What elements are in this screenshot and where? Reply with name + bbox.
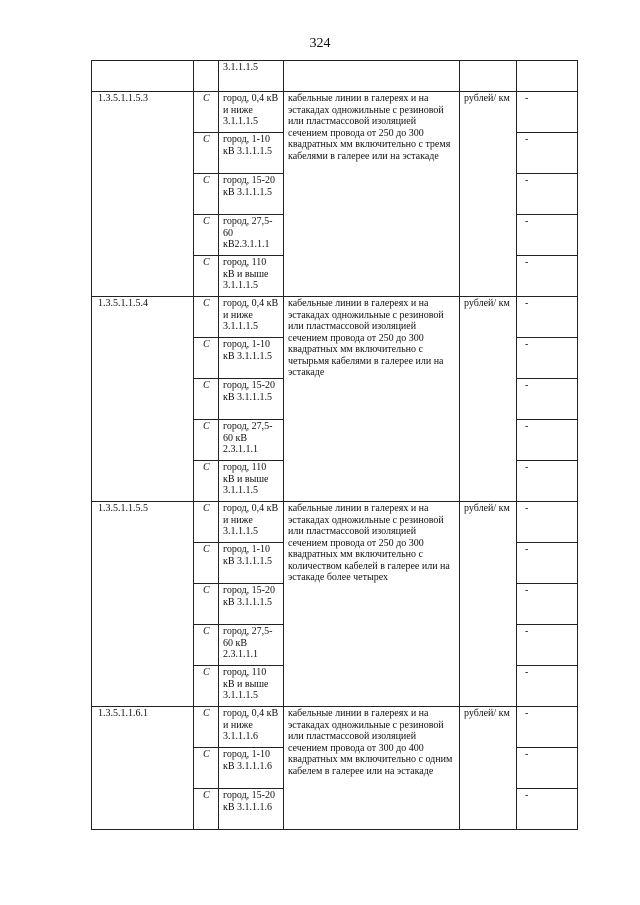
- flag-cell: С: [194, 92, 219, 133]
- region-cell: город, 110 кВ и выше 3.1.1.1.5: [219, 666, 284, 707]
- region-cell: город, 27,5-60 кВ 2.3.1.1.1: [219, 420, 284, 461]
- value-cell: -: [517, 338, 578, 379]
- region-cell: город, 15-20 кВ 3.1.1.1.5: [219, 584, 284, 625]
- code-cell: 1.3.5.1.1.5.5: [92, 502, 194, 707]
- value-cell: -: [517, 789, 578, 830]
- value-cell: -: [517, 174, 578, 215]
- value-cell: -: [517, 543, 578, 584]
- value-cell: -: [517, 748, 578, 789]
- flag-cell: С: [194, 133, 219, 174]
- region-cell: город, 15-20 кВ 3.1.1.1.5: [219, 379, 284, 420]
- value-cell: -: [517, 133, 578, 174]
- tariff-table: [91, 60, 578, 830]
- region-cell: город, 0,4 кВ и ниже 3.1.1.1.5: [219, 297, 284, 338]
- value-cell: -: [517, 707, 578, 748]
- flag-cell: С: [194, 215, 219, 256]
- region-cell: город, 1-10 кВ 3.1.1.1.5: [219, 338, 284, 379]
- value-cell: -: [517, 297, 578, 338]
- flag-cell: С: [194, 420, 219, 461]
- code-cell: 1.3.5.1.1.5.3: [92, 92, 194, 297]
- flag-cell: С: [194, 174, 219, 215]
- value-cell: -: [517, 215, 578, 256]
- code-cell: 1.3.5.1.1.6.1: [92, 707, 194, 830]
- flag-cell: С: [194, 379, 219, 420]
- region-cell: город, 15-20 кВ 3.1.1.1.5: [219, 174, 284, 215]
- value-cell: -: [517, 584, 578, 625]
- description-cell: [284, 61, 460, 92]
- unit-cell: рублей/ км: [460, 92, 517, 297]
- value-cell: -: [517, 666, 578, 707]
- table-row: [92, 707, 578, 748]
- table-row: [92, 297, 578, 338]
- region-cell: 3.1.1.1.5: [219, 61, 284, 92]
- flag-cell: С: [194, 543, 219, 584]
- region-cell: город, 110 кВ и выше 3.1.1.1.5: [219, 461, 284, 502]
- value-cell: -: [517, 92, 578, 133]
- region-cell: город, 0,4 кВ и ниже 3.1.1.1.5: [219, 502, 284, 543]
- code-cell: [92, 61, 194, 92]
- flag-cell: С: [194, 502, 219, 543]
- region-cell: город, 27,5-60 кВ2.3.1.1.1: [219, 215, 284, 256]
- unit-cell: [460, 61, 517, 92]
- code-cell: 1.3.5.1.1.5.4: [92, 297, 194, 502]
- region-cell: город, 15-20 кВ 3.1.1.1.6: [219, 789, 284, 830]
- flag-cell: С: [194, 256, 219, 297]
- value-cell: -: [517, 379, 578, 420]
- region-cell: город, 0,4 кВ и ниже 3.1.1.1.6: [219, 707, 284, 748]
- flag-cell: С: [194, 625, 219, 666]
- description-cell: кабельные линии в галереях и на эстакадах одножильные с резиновой или пластмассовой изоляцией сечением провода от 250 до 300 квадратных мм включительно с четырьмя кабелями в галерее или на эстакаде: [284, 297, 460, 502]
- flag-cell: С: [194, 584, 219, 625]
- region-cell: город, 1-10 кВ 3.1.1.1.5: [219, 543, 284, 584]
- table-row: [92, 502, 578, 543]
- flag-cell: С: [194, 461, 219, 502]
- flag-cell: С: [194, 748, 219, 789]
- region-cell: город, 110 кВ и выше 3.1.1.1.5: [219, 256, 284, 297]
- description-cell: кабельные линии в галереях и на эстакадах одножильные с резиновой или пластмассовой изоляцией сечением провода от 250 до 300 квадратных мм включительно с количеством кабелей в галерее или на эстакаде более четырех: [284, 502, 460, 707]
- table-row: [92, 61, 578, 92]
- flag-cell: С: [194, 297, 219, 338]
- table-row: [92, 92, 578, 133]
- flag-cell: С: [194, 666, 219, 707]
- region-cell: город, 1-10 кВ 3.1.1.1.6: [219, 748, 284, 789]
- flag-cell: [194, 61, 219, 92]
- value-cell: -: [517, 420, 578, 461]
- page-number: 324: [309, 36, 331, 51]
- table-body: [92, 61, 578, 830]
- value-cell: -: [517, 461, 578, 502]
- value-cell: [517, 61, 578, 92]
- region-cell: город, 0,4 кВ и ниже 3.1.1.1.5: [219, 92, 284, 133]
- unit-cell: рублей/ км: [460, 707, 517, 830]
- unit-cell: рублей/ км: [460, 297, 517, 502]
- flag-cell: С: [194, 789, 219, 830]
- value-cell: -: [517, 256, 578, 297]
- region-cell: город, 27,5-60 кВ 2.3.1.1.1: [219, 625, 284, 666]
- flag-cell: С: [194, 338, 219, 379]
- value-cell: -: [517, 625, 578, 666]
- description-cell: кабельные линии в галереях и на эстакадах одножильные с резиновой или пластмассовой изоляцией сечением провода от 300 до 400 квадратных мм включительно с одним кабелем в галерее или на эстакаде: [284, 707, 460, 830]
- unit-cell: рублей/ км: [460, 502, 517, 707]
- description-cell: кабельные линии в галереях и на эстакадах одножильные с резиновой или пластмассовой изоляцией сечением провода от 250 до 300 квадратных мм включительно с тремя кабелями в галерее или на эстакаде: [284, 92, 460, 297]
- region-cell: город, 1-10 кВ 3.1.1.1.5: [219, 133, 284, 174]
- value-cell: -: [517, 502, 578, 543]
- flag-cell: С: [194, 707, 219, 748]
